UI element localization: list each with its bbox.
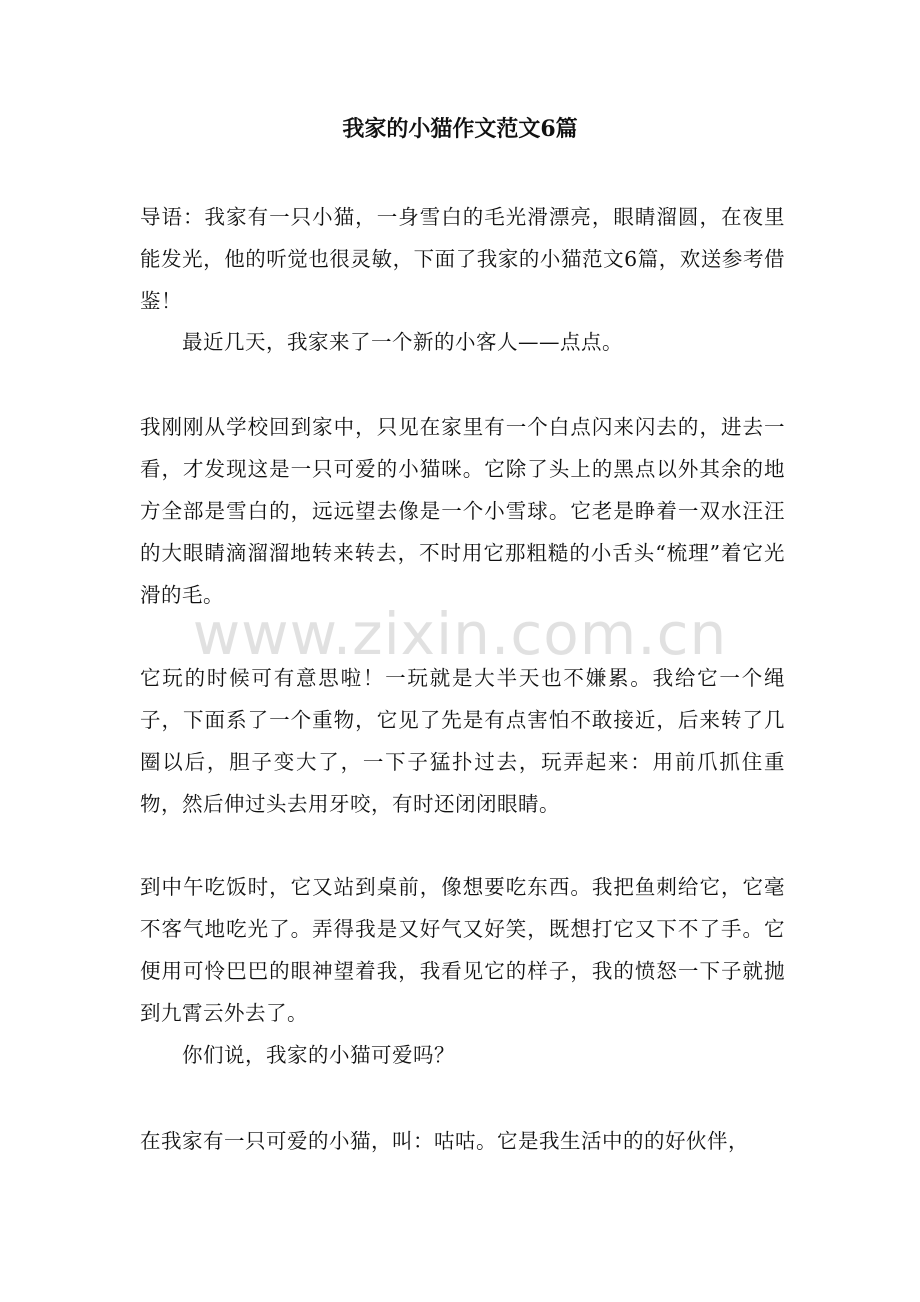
body-paragraph: 它玩的时候可有意思啦！一玩就是大半天也不嫌累。我给它一个绳子，下面系了一个重物，它见了先是有点害怕不敢接近，后来转了几圈以后，胆子变大了，一下子猛扑过去，玩弄起来：用前爪抓住重物，然后伸过头去用牙咬，有时还闭闭眼睛。 [140,666,785,816]
body-paragraph: 你们说，我家的小猫可爱吗？ [182,1043,455,1067]
body-paragraph: 在我家有一只可爱的小猫，叫：咕咕。它是我生活中的的好伙伴， [140,1129,749,1153]
body-paragraph: 我刚刚从学校回到家中，只见在家里有一个白点闪来闪去的，进去一看，才发现这是一只可爱的小猫咪。它除了头上的黑点以外其余的地方全部是雪白的，远远望去像是一个小雪球。它老是睁着一双水汪汪的大眼睛滴溜溜地转来转去，不时用它那粗糙的小舌头“梳理”着它光滑的毛。 [140,415,785,607]
document-title: 我家的小猫作文范文6篇 [342,116,578,142]
body-paragraph: 到中午吃饭时，它又站到桌前，像想要吃东西。我把鱼刺给它，它毫不客气地吃光了。弄得我是又好气又好笑，既想打它又下不了手。它便用可怜巴巴的眼神望着我，我看见它的样子，我的愤怒一下子就抛到九霄云外去了。 [140,875,785,1025]
intro-paragraph: 导语：我家有一只小猫，一身雪白的毛光滑漂亮，眼睛溜圆，在夜里能发光，他的听觉也很灵敏，下面了我家的小猫范文6篇，欢送参考借鉴！ [140,205,785,313]
body-paragraph: 最近几天，我家来了一个新的小客人——点点。 [182,330,623,354]
watermark: www.zixin.com.cn [192,600,728,668]
